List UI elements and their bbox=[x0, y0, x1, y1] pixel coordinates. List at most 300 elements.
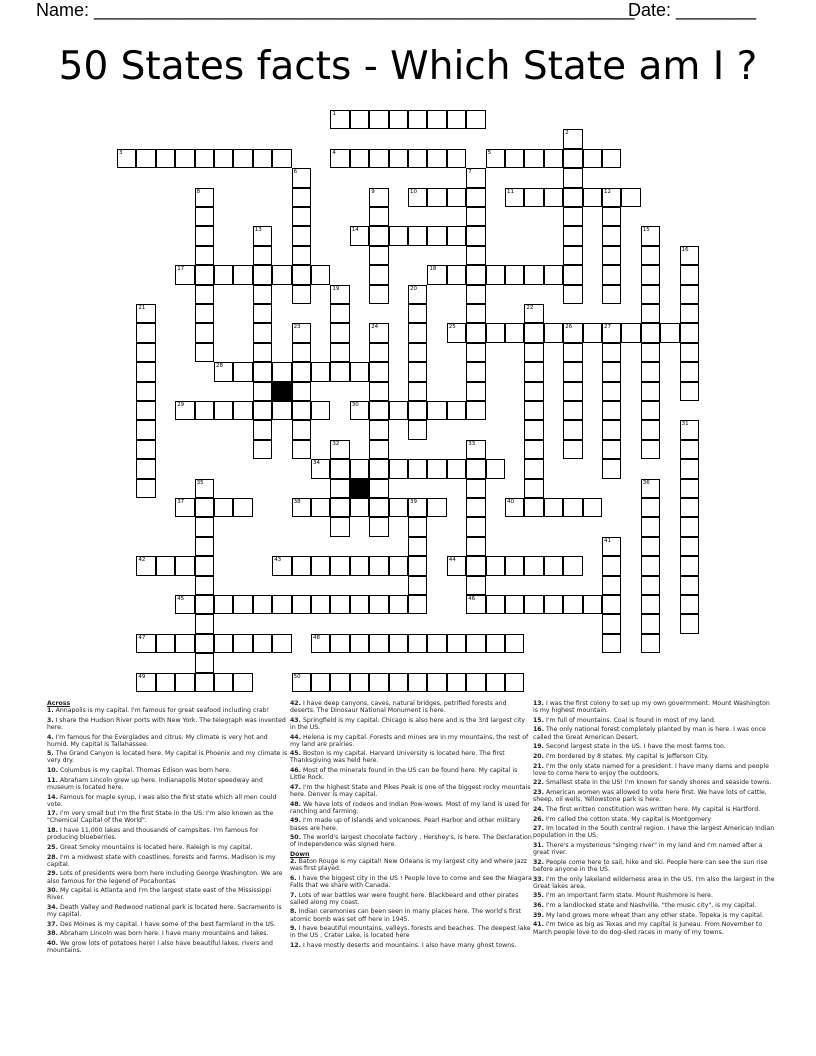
grid-cell[interactable] bbox=[505, 498, 524, 517]
grid-cell[interactable] bbox=[427, 188, 446, 207]
grid-cell[interactable] bbox=[195, 517, 214, 536]
grid-cell[interactable] bbox=[641, 537, 660, 556]
grid-cell[interactable] bbox=[602, 188, 621, 207]
grid-cell[interactable] bbox=[680, 440, 699, 459]
grid-cell[interactable] bbox=[369, 595, 388, 614]
grid-cell[interactable] bbox=[621, 323, 640, 342]
grid-cell[interactable] bbox=[408, 226, 427, 245]
grid-cell[interactable] bbox=[136, 440, 155, 459]
grid-cell[interactable] bbox=[408, 595, 427, 614]
grid-cell[interactable] bbox=[486, 556, 505, 575]
grid-cell[interactable] bbox=[272, 362, 291, 381]
grid-cell[interactable] bbox=[369, 110, 388, 129]
grid-cell[interactable] bbox=[195, 226, 214, 245]
grid-cell[interactable] bbox=[544, 188, 563, 207]
grid-cell[interactable] bbox=[195, 265, 214, 284]
grid-cell[interactable] bbox=[136, 673, 155, 692]
grid-cell[interactable] bbox=[524, 459, 543, 478]
grid-cell[interactable] bbox=[156, 149, 175, 168]
grid-cell[interactable] bbox=[292, 595, 311, 614]
grid-cell[interactable] bbox=[408, 498, 427, 517]
grid-cell[interactable] bbox=[602, 362, 621, 381]
grid-cell[interactable] bbox=[602, 440, 621, 459]
grid-cell[interactable] bbox=[602, 246, 621, 265]
grid-cell[interactable] bbox=[427, 265, 446, 284]
grid-cell[interactable] bbox=[292, 362, 311, 381]
grid-cell[interactable] bbox=[563, 556, 582, 575]
grid-cell[interactable] bbox=[447, 226, 466, 245]
grid-cell[interactable] bbox=[641, 304, 660, 323]
grid-cell[interactable] bbox=[408, 556, 427, 575]
grid-cell[interactable] bbox=[427, 498, 446, 517]
grid-cell[interactable] bbox=[253, 285, 272, 304]
grid-cell[interactable] bbox=[350, 149, 369, 168]
grid-cell[interactable] bbox=[524, 420, 543, 439]
grid-cell[interactable] bbox=[641, 323, 660, 342]
grid-cell[interactable] bbox=[641, 362, 660, 381]
grid-cell[interactable] bbox=[389, 498, 408, 517]
grid-cell[interactable] bbox=[292, 382, 311, 401]
grid-cell[interactable] bbox=[466, 479, 485, 498]
grid-cell[interactable] bbox=[641, 420, 660, 439]
grid-cell[interactable] bbox=[641, 226, 660, 245]
grid-cell[interactable] bbox=[214, 362, 233, 381]
grid-cell[interactable] bbox=[524, 595, 543, 614]
grid-cell[interactable] bbox=[466, 110, 485, 129]
grid-cell[interactable] bbox=[466, 285, 485, 304]
grid-cell[interactable] bbox=[214, 595, 233, 614]
grid-cell[interactable] bbox=[292, 420, 311, 439]
grid-cell[interactable] bbox=[447, 459, 466, 478]
grid-cell[interactable] bbox=[195, 285, 214, 304]
grid-cell[interactable] bbox=[427, 110, 446, 129]
grid-cell[interactable] bbox=[505, 149, 524, 168]
grid-cell[interactable] bbox=[292, 188, 311, 207]
grid-cell[interactable] bbox=[253, 420, 272, 439]
grid-cell[interactable] bbox=[195, 653, 214, 672]
grid-cell[interactable] bbox=[466, 576, 485, 595]
grid-cell[interactable] bbox=[563, 168, 582, 187]
grid-cell[interactable] bbox=[389, 226, 408, 245]
grid-cell[interactable] bbox=[195, 149, 214, 168]
grid-cell[interactable] bbox=[175, 498, 194, 517]
grid-cell[interactable] bbox=[214, 265, 233, 284]
grid-cell[interactable] bbox=[330, 304, 349, 323]
grid-cell[interactable] bbox=[486, 265, 505, 284]
grid-cell[interactable] bbox=[505, 556, 524, 575]
grid-cell[interactable] bbox=[369, 420, 388, 439]
grid-cell[interactable] bbox=[427, 226, 446, 245]
grid-cell[interactable] bbox=[369, 401, 388, 420]
grid-cell[interactable] bbox=[195, 614, 214, 633]
grid-cell[interactable] bbox=[563, 246, 582, 265]
grid-cell[interactable] bbox=[408, 517, 427, 536]
grid-cell[interactable] bbox=[680, 556, 699, 575]
grid-cell[interactable] bbox=[233, 595, 252, 614]
grid-cell[interactable] bbox=[641, 614, 660, 633]
grid-cell[interactable] bbox=[680, 498, 699, 517]
grid-cell[interactable] bbox=[389, 459, 408, 478]
grid-cell[interactable] bbox=[524, 149, 543, 168]
grid-cell[interactable] bbox=[466, 382, 485, 401]
grid-cell[interactable] bbox=[253, 401, 272, 420]
grid-cell[interactable] bbox=[253, 226, 272, 245]
grid-cell[interactable] bbox=[292, 168, 311, 187]
grid-cell[interactable] bbox=[505, 634, 524, 653]
grid-cell[interactable] bbox=[330, 634, 349, 653]
grid-cell[interactable] bbox=[311, 673, 330, 692]
grid-cell[interactable] bbox=[680, 304, 699, 323]
grid-cell[interactable] bbox=[680, 420, 699, 439]
grid-cell[interactable] bbox=[136, 323, 155, 342]
grid-cell[interactable] bbox=[447, 634, 466, 653]
grid-cell[interactable] bbox=[195, 188, 214, 207]
grid-cell[interactable] bbox=[447, 149, 466, 168]
grid-cell[interactable] bbox=[175, 634, 194, 653]
grid-cell[interactable] bbox=[350, 459, 369, 478]
grid-cell[interactable] bbox=[233, 634, 252, 653]
grid-cell[interactable] bbox=[369, 343, 388, 362]
grid-cell[interactable] bbox=[466, 304, 485, 323]
grid-cell[interactable] bbox=[466, 188, 485, 207]
grid-cell[interactable] bbox=[563, 343, 582, 362]
grid-cell[interactable] bbox=[563, 207, 582, 226]
grid-cell[interactable] bbox=[408, 401, 427, 420]
grid-cell[interactable] bbox=[602, 285, 621, 304]
grid-cell[interactable] bbox=[466, 226, 485, 245]
grid-cell[interactable] bbox=[195, 498, 214, 517]
grid-cell[interactable] bbox=[214, 401, 233, 420]
grid-cell[interactable] bbox=[563, 188, 582, 207]
grid-cell[interactable] bbox=[524, 479, 543, 498]
grid-cell[interactable] bbox=[466, 362, 485, 381]
grid-cell[interactable] bbox=[486, 634, 505, 653]
grid-cell[interactable] bbox=[427, 149, 446, 168]
grid-cell[interactable] bbox=[195, 634, 214, 653]
grid-cell[interactable] bbox=[389, 595, 408, 614]
grid-cell[interactable] bbox=[195, 673, 214, 692]
grid-cell[interactable] bbox=[292, 673, 311, 692]
grid-cell[interactable] bbox=[330, 479, 349, 498]
grid-cell[interactable] bbox=[330, 517, 349, 536]
grid-cell[interactable] bbox=[583, 323, 602, 342]
grid-cell[interactable] bbox=[563, 401, 582, 420]
grid-cell[interactable] bbox=[369, 207, 388, 226]
grid-cell[interactable] bbox=[369, 382, 388, 401]
grid-cell[interactable] bbox=[330, 285, 349, 304]
grid-cell[interactable] bbox=[466, 556, 485, 575]
grid-cell[interactable] bbox=[175, 673, 194, 692]
grid-cell[interactable] bbox=[563, 420, 582, 439]
grid-cell[interactable] bbox=[524, 343, 543, 362]
grid-cell[interactable] bbox=[292, 556, 311, 575]
grid-cell[interactable] bbox=[292, 498, 311, 517]
grid-cell[interactable] bbox=[195, 595, 214, 614]
grid-cell[interactable] bbox=[369, 440, 388, 459]
grid-cell[interactable] bbox=[602, 634, 621, 653]
grid-cell[interactable] bbox=[369, 498, 388, 517]
grid-cell[interactable] bbox=[136, 634, 155, 653]
grid-cell[interactable] bbox=[272, 265, 291, 284]
grid-cell[interactable] bbox=[175, 401, 194, 420]
grid-cell[interactable] bbox=[253, 362, 272, 381]
grid-cell[interactable] bbox=[680, 362, 699, 381]
grid-cell[interactable] bbox=[641, 576, 660, 595]
grid-cell[interactable] bbox=[466, 401, 485, 420]
grid-cell[interactable] bbox=[330, 498, 349, 517]
grid-cell[interactable] bbox=[466, 673, 485, 692]
grid-cell[interactable] bbox=[136, 479, 155, 498]
grid-cell[interactable] bbox=[447, 265, 466, 284]
grid-cell[interactable] bbox=[253, 304, 272, 323]
grid-cell[interactable] bbox=[505, 188, 524, 207]
grid-cell[interactable] bbox=[466, 323, 485, 342]
grid-cell[interactable] bbox=[311, 362, 330, 381]
grid-cell[interactable] bbox=[486, 673, 505, 692]
grid-cell[interactable] bbox=[292, 265, 311, 284]
grid-cell[interactable] bbox=[389, 673, 408, 692]
grid-cell[interactable] bbox=[563, 498, 582, 517]
grid-cell[interactable] bbox=[466, 265, 485, 284]
grid-cell[interactable] bbox=[369, 226, 388, 245]
grid-cell[interactable] bbox=[233, 265, 252, 284]
grid-cell[interactable] bbox=[253, 149, 272, 168]
grid-cell[interactable] bbox=[466, 634, 485, 653]
grid-cell[interactable] bbox=[195, 479, 214, 498]
grid-cell[interactable] bbox=[369, 459, 388, 478]
grid-cell[interactable] bbox=[350, 226, 369, 245]
grid-cell[interactable] bbox=[292, 246, 311, 265]
grid-cell[interactable] bbox=[369, 479, 388, 498]
grid-cell[interactable] bbox=[233, 149, 252, 168]
grid-cell[interactable] bbox=[408, 323, 427, 342]
grid-cell[interactable] bbox=[563, 382, 582, 401]
grid-cell[interactable] bbox=[175, 556, 194, 575]
grid-cell[interactable] bbox=[680, 517, 699, 536]
grid-cell[interactable] bbox=[369, 285, 388, 304]
grid-cell[interactable] bbox=[447, 401, 466, 420]
grid-cell[interactable] bbox=[369, 265, 388, 284]
grid-cell[interactable] bbox=[563, 323, 582, 342]
grid-cell[interactable] bbox=[117, 149, 136, 168]
grid-cell[interactable] bbox=[389, 556, 408, 575]
grid-cell[interactable] bbox=[195, 556, 214, 575]
grid-cell[interactable] bbox=[486, 459, 505, 478]
grid-cell[interactable] bbox=[369, 246, 388, 265]
grid-cell[interactable] bbox=[680, 576, 699, 595]
grid-cell[interactable] bbox=[466, 595, 485, 614]
grid-cell[interactable] bbox=[641, 556, 660, 575]
grid-cell[interactable] bbox=[583, 188, 602, 207]
grid-cell[interactable] bbox=[563, 226, 582, 245]
grid-cell[interactable] bbox=[680, 614, 699, 633]
grid-cell[interactable] bbox=[369, 362, 388, 381]
grid-cell[interactable] bbox=[389, 634, 408, 653]
grid-cell[interactable] bbox=[311, 498, 330, 517]
grid-cell[interactable] bbox=[369, 517, 388, 536]
grid-cell[interactable] bbox=[641, 343, 660, 362]
grid-cell[interactable] bbox=[680, 343, 699, 362]
grid-cell[interactable] bbox=[408, 382, 427, 401]
grid-cell[interactable] bbox=[253, 440, 272, 459]
grid-cell[interactable] bbox=[466, 459, 485, 478]
grid-cell[interactable] bbox=[486, 595, 505, 614]
grid-cell[interactable] bbox=[330, 149, 349, 168]
grid-cell[interactable] bbox=[583, 595, 602, 614]
grid-cell[interactable] bbox=[680, 265, 699, 284]
grid-cell[interactable] bbox=[233, 498, 252, 517]
grid-cell[interactable] bbox=[544, 556, 563, 575]
grid-cell[interactable] bbox=[602, 343, 621, 362]
grid-cell[interactable] bbox=[195, 304, 214, 323]
grid-cell[interactable] bbox=[641, 382, 660, 401]
grid-cell[interactable] bbox=[641, 440, 660, 459]
grid-cell[interactable] bbox=[486, 323, 505, 342]
grid-cell[interactable] bbox=[563, 129, 582, 148]
grid-cell[interactable] bbox=[350, 673, 369, 692]
grid-cell[interactable] bbox=[524, 401, 543, 420]
grid-cell[interactable] bbox=[447, 673, 466, 692]
grid-cell[interactable] bbox=[330, 323, 349, 342]
grid-cell[interactable] bbox=[466, 498, 485, 517]
grid-cell[interactable] bbox=[253, 323, 272, 342]
grid-cell[interactable] bbox=[427, 459, 446, 478]
grid-cell[interactable] bbox=[524, 265, 543, 284]
grid-cell[interactable] bbox=[408, 188, 427, 207]
grid-cell[interactable] bbox=[136, 420, 155, 439]
grid-cell[interactable] bbox=[350, 110, 369, 129]
grid-cell[interactable] bbox=[602, 265, 621, 284]
grid-cell[interactable] bbox=[311, 595, 330, 614]
grid-cell[interactable] bbox=[524, 498, 543, 517]
grid-cell[interactable] bbox=[214, 498, 233, 517]
grid-cell[interactable] bbox=[389, 110, 408, 129]
grid-cell[interactable] bbox=[292, 401, 311, 420]
grid-cell[interactable] bbox=[621, 188, 640, 207]
grid-cell[interactable] bbox=[466, 440, 485, 459]
grid-cell[interactable] bbox=[350, 401, 369, 420]
grid-cell[interactable] bbox=[369, 149, 388, 168]
grid-cell[interactable] bbox=[563, 265, 582, 284]
grid-cell[interactable] bbox=[544, 149, 563, 168]
grid-cell[interactable] bbox=[680, 537, 699, 556]
grid-cell[interactable] bbox=[330, 440, 349, 459]
grid-cell[interactable] bbox=[563, 595, 582, 614]
grid-cell[interactable] bbox=[292, 323, 311, 342]
grid-cell[interactable] bbox=[466, 207, 485, 226]
grid-cell[interactable] bbox=[195, 576, 214, 595]
grid-cell[interactable] bbox=[292, 343, 311, 362]
grid-cell[interactable] bbox=[156, 673, 175, 692]
grid-cell[interactable] bbox=[641, 595, 660, 614]
grid-cell[interactable] bbox=[524, 440, 543, 459]
grid-cell[interactable] bbox=[369, 188, 388, 207]
grid-cell[interactable] bbox=[389, 401, 408, 420]
grid-cell[interactable] bbox=[544, 265, 563, 284]
grid-cell[interactable] bbox=[253, 246, 272, 265]
grid-cell[interactable] bbox=[292, 440, 311, 459]
grid-cell[interactable] bbox=[563, 285, 582, 304]
grid-cell[interactable] bbox=[486, 149, 505, 168]
grid-cell[interactable] bbox=[136, 459, 155, 478]
grid-cell[interactable] bbox=[466, 537, 485, 556]
grid-cell[interactable] bbox=[680, 479, 699, 498]
grid-cell[interactable] bbox=[641, 479, 660, 498]
grid-cell[interactable] bbox=[602, 576, 621, 595]
grid-cell[interactable] bbox=[641, 498, 660, 517]
grid-cell[interactable] bbox=[641, 634, 660, 653]
grid-cell[interactable] bbox=[330, 459, 349, 478]
grid-cell[interactable] bbox=[292, 207, 311, 226]
grid-cell[interactable] bbox=[369, 323, 388, 342]
grid-cell[interactable] bbox=[602, 323, 621, 342]
grid-cell[interactable] bbox=[272, 401, 291, 420]
grid-cell[interactable] bbox=[447, 323, 466, 342]
grid-cell[interactable] bbox=[641, 285, 660, 304]
grid-cell[interactable] bbox=[272, 149, 291, 168]
grid-cell[interactable] bbox=[233, 673, 252, 692]
grid-cell[interactable] bbox=[602, 382, 621, 401]
grid-cell[interactable] bbox=[369, 673, 388, 692]
grid-cell[interactable] bbox=[175, 595, 194, 614]
grid-cell[interactable] bbox=[311, 265, 330, 284]
grid-cell[interactable] bbox=[195, 207, 214, 226]
grid-cell[interactable] bbox=[602, 420, 621, 439]
grid-cell[interactable] bbox=[136, 149, 155, 168]
grid-cell[interactable] bbox=[408, 149, 427, 168]
grid-cell[interactable] bbox=[563, 440, 582, 459]
grid-cell[interactable] bbox=[408, 285, 427, 304]
grid-cell[interactable] bbox=[272, 556, 291, 575]
grid-cell[interactable] bbox=[233, 362, 252, 381]
grid-cell[interactable] bbox=[427, 401, 446, 420]
grid-cell[interactable] bbox=[524, 304, 543, 323]
grid-cell[interactable] bbox=[156, 556, 175, 575]
grid-cell[interactable] bbox=[563, 362, 582, 381]
grid-cell[interactable] bbox=[253, 634, 272, 653]
grid-cell[interactable] bbox=[680, 323, 699, 342]
grid-cell[interactable] bbox=[408, 420, 427, 439]
date-field[interactable]: Date: ________ bbox=[628, 0, 757, 20]
grid-cell[interactable] bbox=[505, 595, 524, 614]
grid-cell[interactable] bbox=[427, 673, 446, 692]
grid-cell[interactable] bbox=[369, 634, 388, 653]
grid-cell[interactable] bbox=[602, 595, 621, 614]
grid-cell[interactable] bbox=[233, 401, 252, 420]
grid-cell[interactable] bbox=[253, 343, 272, 362]
grid-cell[interactable] bbox=[136, 343, 155, 362]
grid-cell[interactable] bbox=[447, 556, 466, 575]
grid-cell[interactable] bbox=[311, 459, 330, 478]
grid-cell[interactable] bbox=[272, 634, 291, 653]
grid-cell[interactable] bbox=[389, 149, 408, 168]
grid-cell[interactable] bbox=[330, 673, 349, 692]
grid-cell[interactable] bbox=[583, 498, 602, 517]
grid-cell[interactable] bbox=[330, 343, 349, 362]
grid-cell[interactable] bbox=[136, 401, 155, 420]
grid-cell[interactable] bbox=[505, 673, 524, 692]
grid-cell[interactable] bbox=[253, 382, 272, 401]
grid-cell[interactable] bbox=[408, 343, 427, 362]
grid-cell[interactable] bbox=[524, 556, 543, 575]
grid-cell[interactable] bbox=[156, 634, 175, 653]
grid-cell[interactable] bbox=[466, 168, 485, 187]
grid-cell[interactable] bbox=[544, 323, 563, 342]
grid-cell[interactable] bbox=[524, 323, 543, 342]
grid-cell[interactable] bbox=[505, 265, 524, 284]
grid-cell[interactable] bbox=[195, 323, 214, 342]
grid-cell[interactable] bbox=[136, 556, 155, 575]
